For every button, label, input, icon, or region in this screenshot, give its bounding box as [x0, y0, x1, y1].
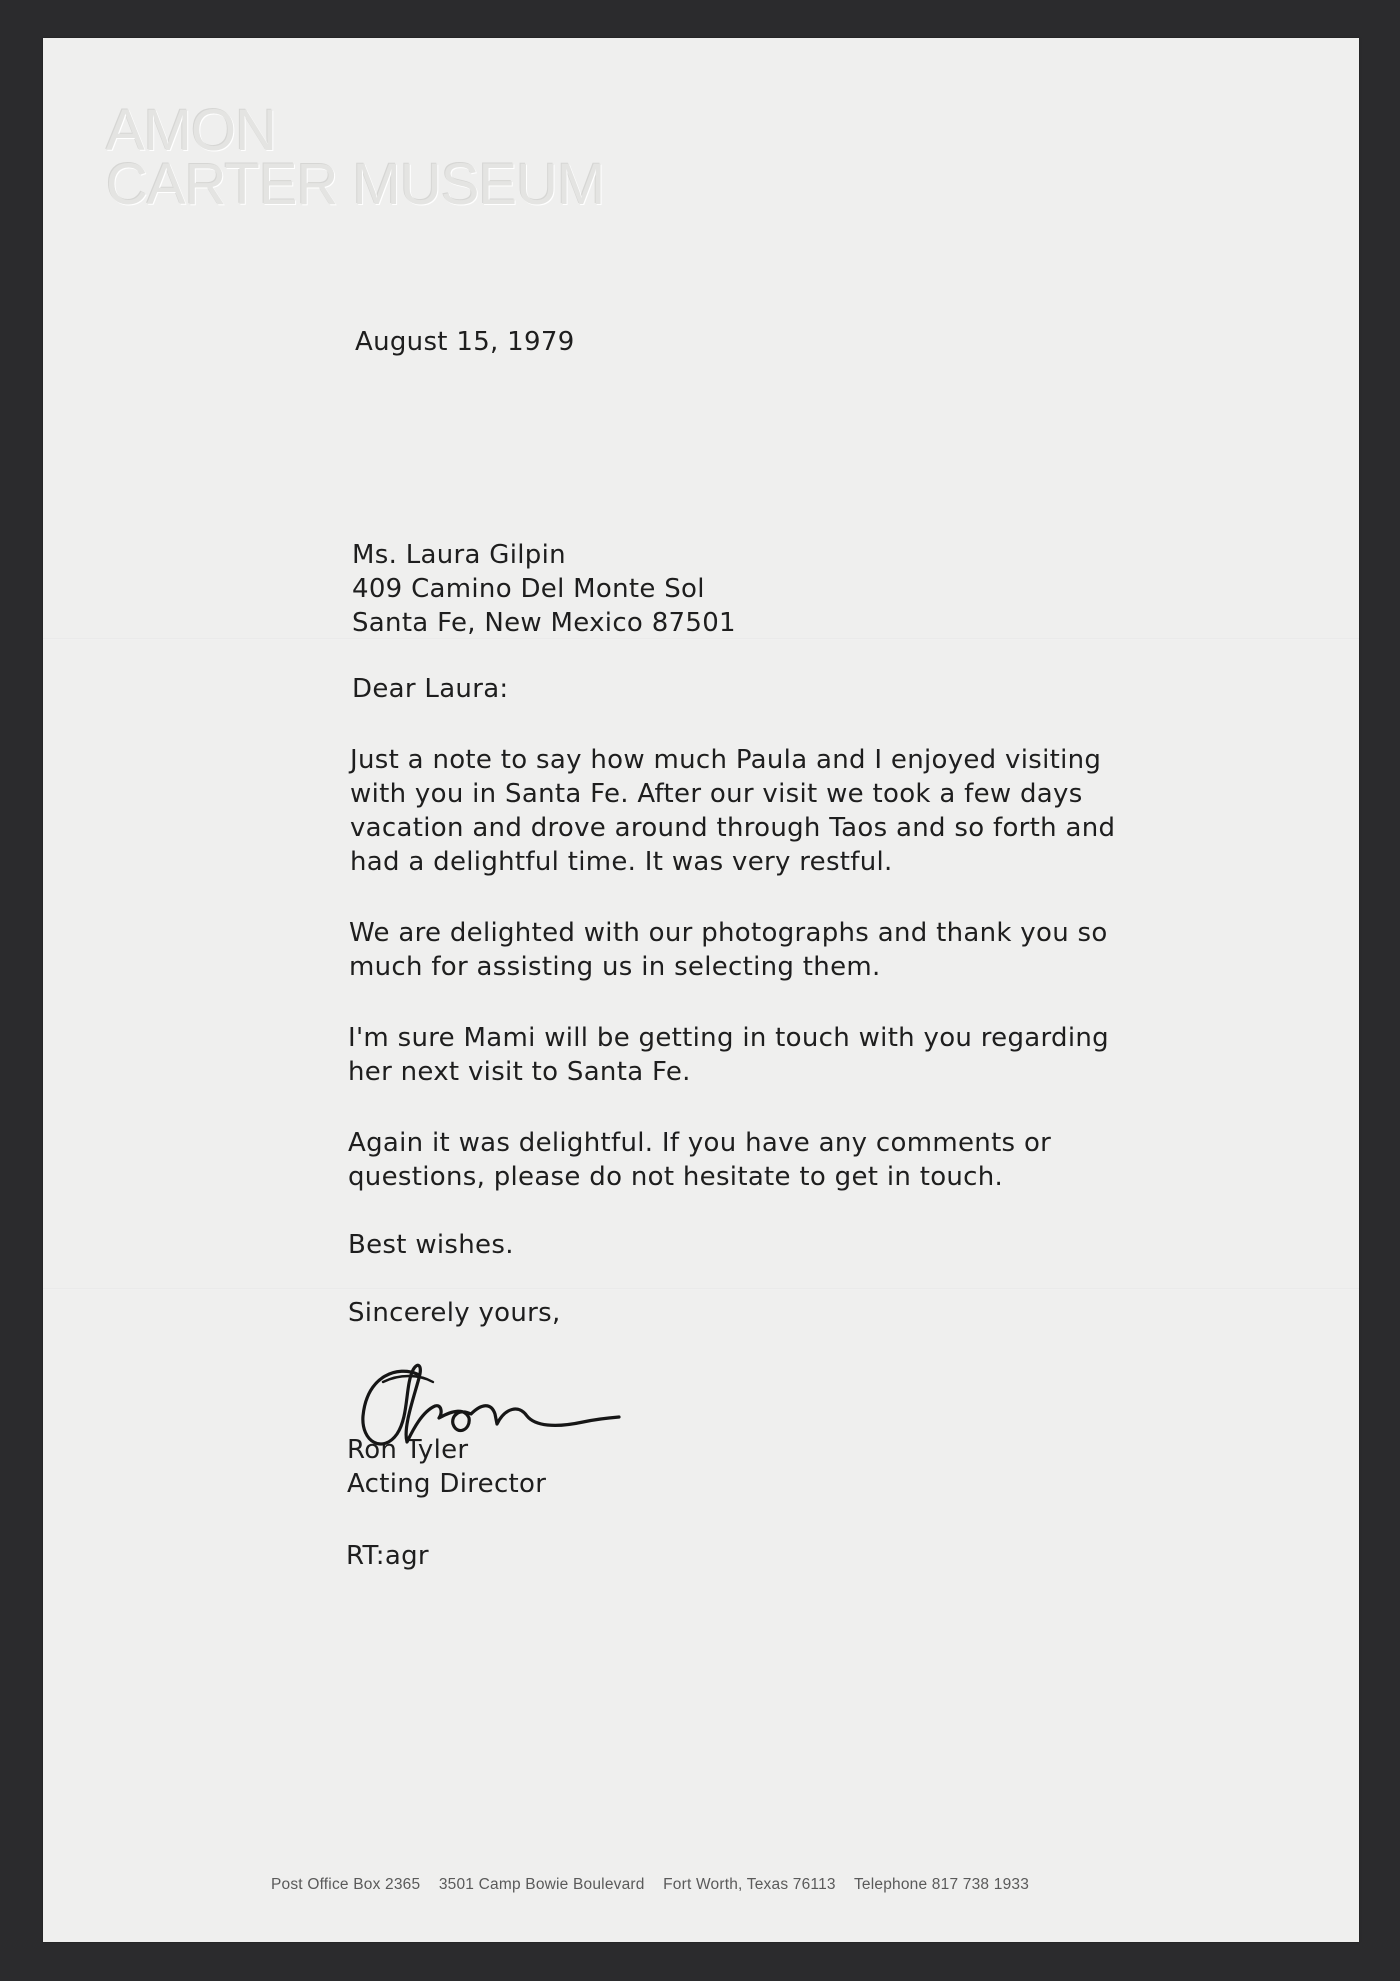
footer-city: Fort Worth, Texas 76113 — [663, 1876, 836, 1893]
paragraph-1-line: with you in Santa Fe. After our visit we took a few days — [350, 779, 1083, 809]
salutation: Dear Laura: — [352, 674, 509, 704]
paragraph-2-line: much for assisting us in selecting them. — [349, 952, 881, 982]
paragraph-1-line: vacation and drove around through Taos and so forth and — [350, 813, 1116, 843]
signer-name: Ron Tyler — [347, 1435, 469, 1465]
signer-title: Acting Director — [347, 1469, 547, 1499]
closing: Sincerely yours, — [348, 1298, 561, 1328]
footer-telephone: Telephone 817 738 1933 — [853, 1876, 1030, 1893]
best-wishes: Best wishes. — [348, 1230, 514, 1260]
letterhead-embossed-logo — [106, 98, 605, 217]
letter-sheet — [43, 38, 1359, 1942]
letterhead-footer — [271, 1876, 1043, 1894]
paragraph-2-line: We are delighted with our photographs and thank you so — [349, 918, 1108, 948]
paragraph-1-line: had a delightful time. It was very restful. — [350, 847, 893, 877]
recipient-name: Ms. Laura Gilpin — [352, 540, 566, 570]
recipient-street: 409 Camino Del Monte Sol — [352, 574, 705, 604]
paragraph-3-line: I'm sure Mami will be getting in touch with you regarding — [348, 1023, 1109, 1053]
letterhead-line-2: CARTER MUSEUM — [106, 152, 605, 217]
reference-initials: RT:agr — [346, 1541, 429, 1571]
paragraph-4-line: Again it was delightful. If you have any comments or — [348, 1128, 1052, 1158]
letter-date: August 15, 1979 — [355, 327, 575, 357]
paragraph-1-line: Just a note to say how much Paula and I enjoyed visiting — [350, 745, 1102, 775]
paper-fold-line — [43, 1288, 1359, 1290]
footer-street: 3501 Camp Bowie Boulevard — [438, 1876, 645, 1893]
paragraph-4-line: questions, please do not hesitate to get in touch. — [348, 1162, 1004, 1192]
paper-watermark — [243, 478, 268, 593]
recipient-city: Santa Fe, New Mexico 87501 — [352, 608, 736, 638]
handwritten-signature — [359, 1338, 639, 1468]
paper-fold-line — [43, 638, 1359, 640]
footer-po-box: Post Office Box 2365 — [271, 1876, 421, 1893]
letterhead-line-1: AMON — [106, 98, 276, 163]
paragraph-3-line: her next visit to Santa Fe. — [348, 1057, 691, 1087]
